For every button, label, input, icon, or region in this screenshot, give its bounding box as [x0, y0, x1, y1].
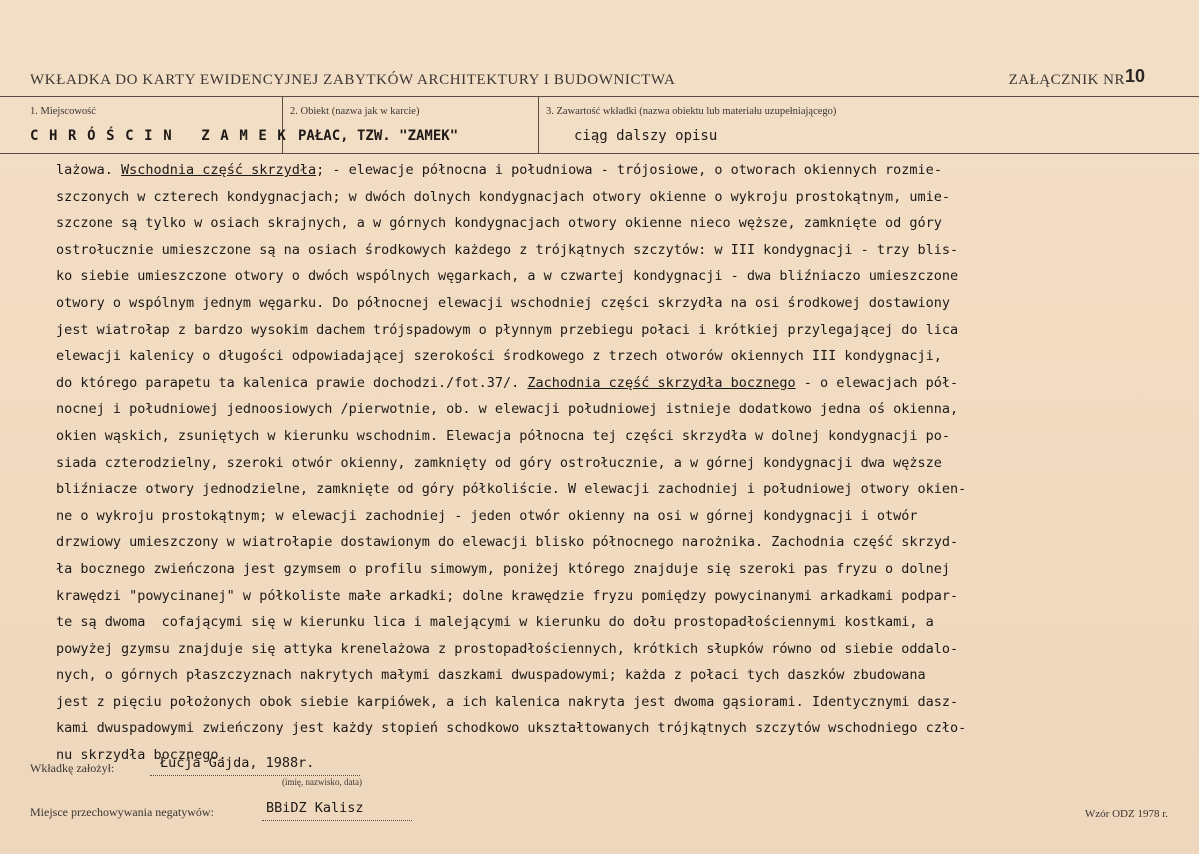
description-line: ła bocznego zwieńczona jest gzymsem o profilu simowym, poniżej którego znajduje się szeroki pas fryzu o dolnej [56, 560, 951, 577]
description-line: ne o wykroju prostokątnym; w elewacji zachodniej - jeden otwór okienny na osi w górnej kondygnacji i otwór [56, 507, 918, 524]
storage-label: Miejsce przechowywania negatywów: [30, 805, 214, 819]
description-line: szczone są tylko w osiach skrajnych, a w górnych kondygnacjach otwory okienne nieco węższe, zamknięte od góry [56, 215, 942, 232]
storage-value: BBiDZ Kalisz [266, 800, 364, 816]
description-line: powyżej gzymsu znajduje się attyka krenelażowa z prostopadłościennych, krótkich słupków równo od siebie oddalo- [56, 640, 959, 657]
form-title: WKŁADKA DO KARTY EWIDENCYJNEJ ZABYTKÓW ARCHITEKTURY I BUDOWNICTWA [30, 72, 676, 88]
description-line: elewacji kalenicy o długości odpowiadającej szerokości środkowego z trzech otworów okiennych III kondygnacji, [56, 348, 942, 365]
description-line: nych, o górnych płaszczyznach nakrytych małymi daszkami dwuspadowymi; każda z połaci tych daszków zbudowana [56, 667, 926, 684]
description-text [56, 157, 1196, 769]
object-label: 2. Obiekt (nazwa jak w karcie) [290, 106, 420, 117]
description-line: drzwiowy umieszczony w wiatrołapie dostawionym do elewacji blisko północnego narożnika. Zachodnia część skrzyd- [56, 534, 959, 551]
underlined-heading: Wschodnia część skrzydła [121, 162, 317, 178]
description-line: ostrołucznie umieszczone są na osiach środkowych każdego z trójkątnych szczytów: w III kondygnacji - trzy blis- [56, 241, 959, 258]
fields-rule [0, 153, 1199, 154]
description-line: otwory o wspólnym jednym węgarku. Do północnej elewacji wschodniej części skrzydła na osi środkowej dostawiony [56, 294, 951, 311]
field-divider-1 [282, 96, 283, 153]
description-line: lażowa. Wschodnia część skrzydła; - elewacje północna i południowa - trójosiowe, o otworach okiennych rozmie- [56, 162, 942, 178]
description-line: bliźniacze otwory jednodzielne, zamknięte od góry półkoliście. W elewacji zachodniej i południowej otwory okien- [56, 481, 967, 498]
object-value: PAŁAC, TZW. "ZAMEK" [298, 128, 459, 144]
header-rule [0, 96, 1199, 97]
insert-author-label: Wkładkę założył: [30, 761, 115, 775]
content-value: ciąg dalszy opisu [574, 128, 718, 144]
field-divider-2 [538, 96, 539, 153]
description-line: te są dwoma cofającymi się w kierunku lica i malejącymi w kierunku do dołu prostopadłościennymi kostkami, a [56, 614, 934, 631]
description-line: krawędzi "powycinanej" w półkoliste małe arkadki; dolne krawędzie fryzu pomiędzy powycinanymi arkadkami podpar- [56, 587, 959, 604]
template-note: Wzór ODZ 1978 r. [1084, 808, 1168, 820]
description-line: nocnej i południowej jednoosiowych /pierwotnie, ob. w elewacji południowej istnieje dodatkowo jedna oś okienna, [56, 401, 959, 418]
description-line: szczonych w czterech kondygnacjach; w dwóch dolnych kondygnacjach otwory okienne o wykroju prostokątnym, umie- [56, 188, 951, 205]
description-line: siada czterodzielny, szeroki otwór okienny, zamknięty od góry ostrołucznie, a w górnej kondygnacji dwa węższe [56, 454, 942, 471]
description-line: okien wąskich, zsuniętych w kierunku wschodnim. Elewacja północna tej części skrzydła w dolnej kondygnacji po- [56, 427, 951, 444]
insert-author-value: Łucja Gajda, 1988r. [160, 755, 315, 771]
description-line: kami dwuspadowymi zwieńczony jest każdy stopień schodkowo ukształtowanych trójkątnych szczytów wschodniego czło- [56, 720, 967, 737]
description-line: jest z pięciu położonych obok siebie karpiówek, a ich kalenica nakryta jest dwoma gąsiorami. Identycznymi dasz- [56, 693, 959, 710]
description-line: nu skrzydła bocznego. [56, 747, 227, 764]
locality-label: 1. Miejscowość [30, 106, 96, 117]
locality-value: CHRÓŚCIN ZAMEK [30, 128, 297, 144]
insert-author-note: (imię, nazwisko, data) [282, 777, 362, 787]
content-label: 3. Zawartość wkładki (nazwa obiektu lub materiału uzupełniającego) [546, 106, 837, 117]
underlined-heading: Zachodnia część skrzydła bocznego [527, 374, 796, 391]
insert-author-line [150, 775, 360, 776]
attachment-label: ZAŁĄCZNIK NR [1008, 72, 1125, 88]
attachment-number: 10 [1124, 66, 1145, 86]
description-line: do którego parapetu ta kalenica prawie dochodzi./fot.37/. Zachodnia część skrzydła bocznego - o elewacjach pół- [56, 374, 959, 391]
storage-line [262, 820, 412, 821]
description-line: ko siebie umieszczone otwory o dwóch wspólnych węgarkach, a w czwartej kondygnacji - dwa bliźniaczo umieszczone [56, 268, 959, 285]
description-line: jest wiatrołap z bardzo wysokim dachem trójspadowym o płynnym przebiegu połaci i krótkiej przylegającej do lica [56, 321, 959, 338]
